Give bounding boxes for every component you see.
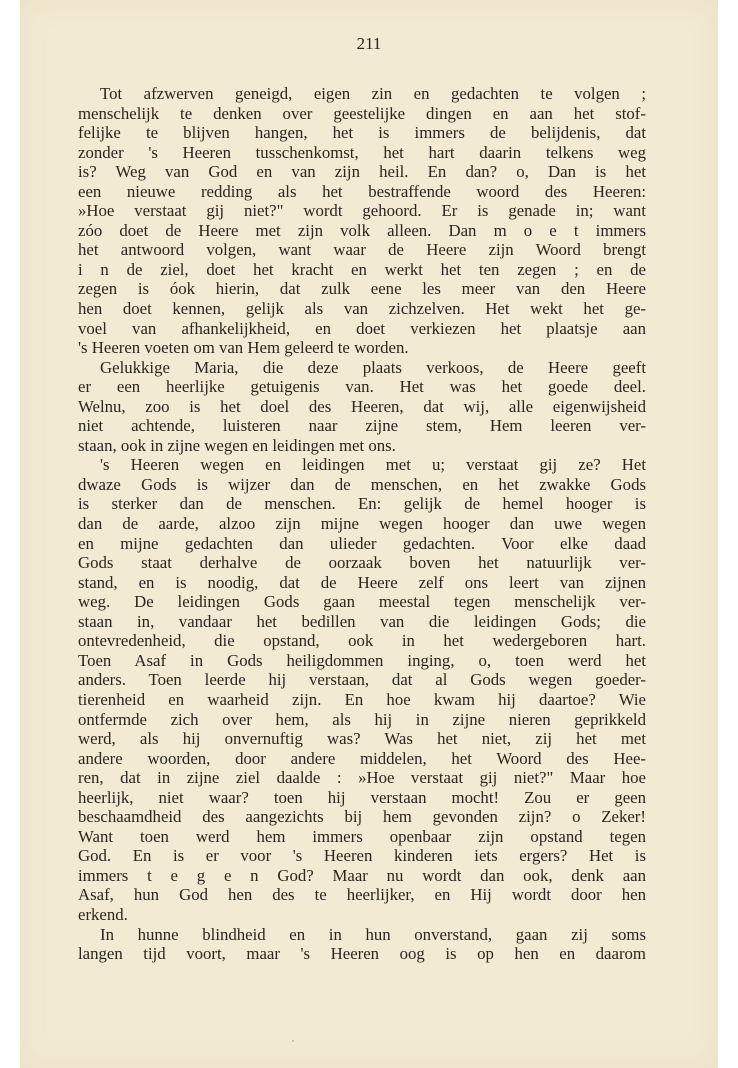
text-line: en mijne gedachten dan ulieder gedachten. Voor elke daad <box>78 533 646 553</box>
text-line: voel van afhankelijkheid, en doet verkiezen het plaatsje aan <box>78 318 646 338</box>
text-line: Want toen werd hem immers openbaar zijn opstand tegen <box>78 826 646 846</box>
text-line: beschaamdheid des aangezichts bij hem gevonden zijn? o Zeker! <box>78 807 646 827</box>
paragraph <box>78 84 646 358</box>
text-line: niet achtende, luisteren naar zijne stem, Hem leeren ver- <box>78 416 646 436</box>
text-line: het antwoord volgen, want waar de Heere zijn Woord brengt <box>78 240 646 260</box>
text-line: zonder 's Heeren tusschenkomst, het hart daarin telkens weg <box>78 142 646 162</box>
text-line: is sterker dan de menschen. En: gelijk de hemel hooger is <box>78 494 646 514</box>
text-line: er een heerlijke getuigenis van. Het was het goede deel. <box>78 377 646 397</box>
text-line: weg. De leidingen Gods gaan meestal tegen menschelijk ver- <box>78 592 646 612</box>
paragraph <box>78 358 646 456</box>
text-line: menschelijk te denken over geestelijke dingen en aan het stof- <box>78 103 646 123</box>
text-line: is? Weg van God en van zijn heil. En dan? o, Dan is het <box>78 162 646 182</box>
text-line: heerlijk, niet waar? toen hij verstaan mocht! Zou er geen <box>78 787 646 807</box>
text-line: langen tijd voort, maar 's Heeren oog is op hen en daarom <box>78 944 646 964</box>
text-line: Gelukkige Maria, die deze plaats verkoos, de Heere geeft <box>100 357 646 377</box>
text-line: andere woorden, door andere middelen, het Woord des Hee- <box>78 748 646 768</box>
text-line: ontfermde zich over hem, als hij in zijne nieren geprikkeld <box>78 709 646 729</box>
body-text <box>78 84 646 964</box>
text-line: tierenheid en waarheid zijn. En hoe kwam hij daartoe? Wie <box>78 689 646 709</box>
text-line: zóo doet de Heere met zijn volk alleen. Dan m o e t immers <box>78 220 646 240</box>
text-line: een nieuwe redding als het bestraffende woord des Heeren: <box>78 181 646 201</box>
book-page <box>20 0 718 1068</box>
paragraph <box>78 455 646 924</box>
text-line: erkend. <box>78 904 128 924</box>
text-line: stand, en is noodig, dat de Heere zelf ons leert van zijnen <box>78 572 646 592</box>
text-line: God. En is er voor 's Heeren kinderen iets ergers? Het is <box>78 846 646 866</box>
text-line: werd, als hij onvernuftig was? Was het niet, zij het met <box>78 729 646 749</box>
text-line: dwaze Gods is wijzer dan de menschen, en het zwakke Gods <box>78 474 646 494</box>
text-line: anders. Toen leerde hij verstaan, dat al Gods wegen goeder- <box>78 670 646 690</box>
text-line: Toen Asaf in Gods heiligdommen inging, o, toen werd het <box>78 650 646 670</box>
page-number: 211 <box>356 34 382 53</box>
paper-speck <box>292 1040 294 1042</box>
text-line: hen doet kennen, gelijk als van zichzelven. Het wekt het ge- <box>78 299 646 319</box>
text-line: Asaf, hun God hen des te heerlijker, en Hij wordt door hen <box>78 885 646 905</box>
paragraph <box>78 925 646 964</box>
text-line: staan in, vandaar het bedillen van die leidingen Gods; die <box>78 611 646 631</box>
text-line: i n de ziel, doet het kracht en werkt het ten zegen ; en de <box>78 259 646 279</box>
text-line: staan, ook in zijne wegen en leidingen met ons. <box>78 435 396 455</box>
text-line: »Hoe verstaat gij niet?" wordt gehoord. Er is genade in; want <box>78 201 646 221</box>
text-line: ren, dat in zijne ziel daalde : »Hoe verstaat gij niet?" Maar hoe <box>78 768 646 788</box>
text-line: dan de aarde, alzoo zijn mijne wegen hooger dan uwe wegen <box>78 514 646 534</box>
text-line: ontevredenheid, die opstand, ook in het wedergeboren hart. <box>78 631 646 651</box>
text-line: immers t e g e n God? Maar nu wordt dan ook, denk aan <box>78 865 646 885</box>
text-line: In hunne blindheid en in hun onverstand, gaan zij soms <box>100 924 646 944</box>
text-line: Tot afzwerven geneigd, eigen zin en gedachten te volgen ; <box>100 84 646 103</box>
text-line: Gods staat derhalve de oorzaak boven het natuurlijk ver- <box>78 553 646 573</box>
text-line: felijke te blijven hangen, het is immers de belijdenis, dat <box>78 123 646 143</box>
text-line: Welnu, zoo is het doel des Heeren, dat wij, alle eigenwijsheid <box>78 396 646 416</box>
text-line: 's Heeren voeten om van Hem geleerd te worden. <box>78 338 409 358</box>
text-line: zegen is óok hierin, dat zulk eene les meer van den Heere <box>78 279 646 299</box>
text-line: 's Heeren wegen en leidingen met u; verstaat gij ze? Het <box>100 455 646 475</box>
